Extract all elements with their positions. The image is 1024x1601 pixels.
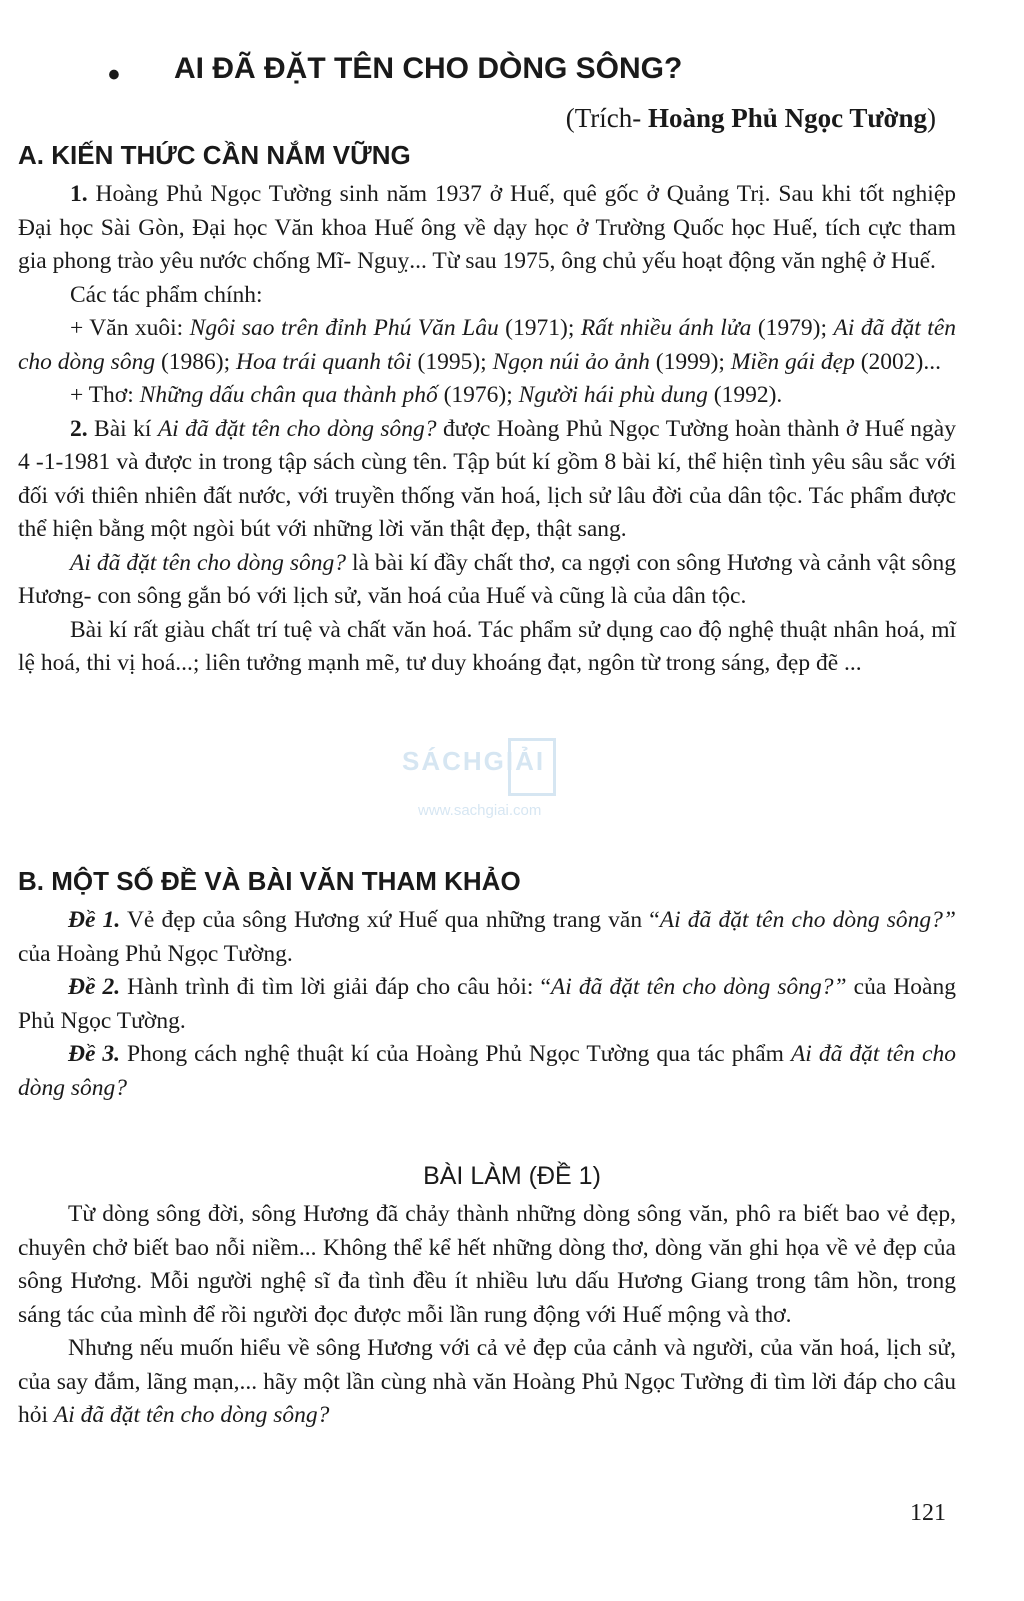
- paragraph-text: Nhưng nếu muốn hiểu về sông Hương với cả vẻ đẹp của cảnh và người, của văn hoá, lịch sử, của say đắm, lãng mạn,... hãy một lần cùng nhà văn Hoàng Phủ Ngọc Tường đi tìm lời đáp cho câu hỏi: [18, 1335, 956, 1428]
- watermark-url: www.sachgiai.com: [418, 802, 542, 819]
- section-b-body: [18, 904, 956, 1105]
- topic-label: Đề 1.: [68, 907, 121, 933]
- work-title: Ai đã đặt tên cho dòng sông?: [157, 415, 437, 442]
- work-year: (1986);: [155, 348, 237, 375]
- work-title: Miền gái đẹp: [730, 348, 855, 375]
- work-info-paragraph: [18, 413, 956, 547]
- work-title: Rất nhiều ánh lửa: [580, 315, 752, 341]
- essay-paragraph-1: Từ dòng sông đời, sông Hương đã chảy thành những dòng sông văn, phô ra biết bao vẻ đẹp, chuyên chở biết bao nỗi niềm... Không thể kể hết những dòng thơ, dòng văn ghi họa về vẻ đẹp của sông Hương. Mỗi người nghệ sĩ đa tình đều ít nhiều lưu dấu Hương Giang trong tâm hồn, trong sáng tác của mình để rồi người đọc được mỗi lần rung động với Huế mộng và thơ.: [18, 1201, 956, 1328]
- paragraph-text: được Hoàng Phủ Ngọc Tường hoàn thành ở Huế ngày 4 -1-1981 và được in trong tập sách cùng tên. Tập bút kí gồm 8 bài kí, thể hiện tình yêu sâu sắc với đối với thiên nhiên đất nước, với truyền thống văn hoá, lịch sử lâu đời của dân tộc. Tác phẩm được thể hiện bằng một ngòi bút với những lời văn thật đẹp, thật sang.: [18, 415, 956, 542]
- topic-text: Hành trình đi tìm lời giải đáp cho câu hỏi: “: [120, 974, 551, 1000]
- topic-3: [18, 1038, 956, 1105]
- work-year: (1976);: [437, 382, 519, 408]
- essay-body: [18, 1198, 956, 1433]
- credit-suffix: ): [927, 103, 936, 133]
- author-credit: [566, 103, 936, 134]
- work-year: (1999);: [649, 348, 731, 375]
- work-year: (1979);: [751, 315, 834, 341]
- topic-text: Vẻ đẹp của sông Hương xứ Huế qua những trang văn “: [120, 907, 660, 933]
- paragraph-text: Bài kí: [87, 415, 158, 442]
- section-a-heading: A. KIẾN THỨC CẦN NẮM VỮNG: [18, 140, 411, 170]
- work-year: (2002)...: [854, 348, 941, 375]
- paragraph-number: 2.: [70, 415, 88, 442]
- work-year: (1992).: [707, 382, 783, 408]
- list-prefix: + Thơ:: [70, 382, 140, 408]
- theme-paragraph: [18, 547, 956, 614]
- work-title: Ai đã đặt tên cho dòng sông?: [70, 549, 346, 576]
- topic-label: Đề 2.: [68, 974, 121, 1000]
- section-b-heading: B. MỘT SỐ ĐỀ VÀ BÀI VĂN THAM KHẢO: [18, 866, 521, 896]
- topic-text: Phong cách nghệ thuật kí của Hoàng Phủ Ngọc Tường qua tác phẩm: [120, 1041, 791, 1067]
- work-title: Ai đã đặt tên cho dòng sông?”: [550, 974, 847, 1000]
- page-number: 121: [910, 1500, 946, 1526]
- work-title: Ai đã đặt tên cho dòng sông: [18, 315, 957, 375]
- section-a-body: [18, 178, 956, 681]
- author-bio-paragraph: [18, 178, 956, 279]
- topic-text: của Hoàng Phủ Ngọc Tường.: [18, 940, 293, 967]
- topic-1: [18, 904, 956, 971]
- credit-author: Hoàng Phủ Ngọc Tường: [648, 103, 927, 133]
- page-title: AI ĐÃ ĐẶT TÊN CHO DÒNG SÔNG?: [174, 52, 683, 85]
- work-title: Người hái phù dung: [518, 382, 708, 408]
- topic-label: Đề 3.: [68, 1041, 121, 1067]
- watermark-logo: [400, 738, 630, 828]
- work-title: Hoa trái quanh tôi: [236, 348, 412, 375]
- work-title: Ngọn núi ảo ảnh: [492, 348, 650, 375]
- style-paragraph: Bài kí rất giàu chất trí tuệ và chất văn hoá. Tác phẩm sử dụng cao độ nghệ thuật nhân hoá, mĩ lệ hoá, thi vị hoá...; liên tưởng mạnh mẽ, tư duy khoáng đạt, ngôn từ trong sáng, đẹp đẽ ...: [18, 616, 956, 676]
- work-year: (1995);: [411, 348, 493, 375]
- poem-works-list: [18, 379, 956, 413]
- essay-paragraph-2: [18, 1332, 956, 1433]
- watermark-text: SÁCHGIẢI: [402, 746, 546, 776]
- paragraph-text: là bài kí đầy chất thơ, ca ngợi con sông Hương và cảnh vật sông Hương- con sông gắn bó với lịch sử, văn hoá của Huế và cũng là của dân tộc.: [18, 549, 956, 609]
- work-title: Những dấu chân qua thành phố: [139, 382, 438, 408]
- watermark-frame-icon: [508, 738, 556, 796]
- works-label: Các tác phẩm chính:: [70, 281, 263, 308]
- paragraph-number: 1.: [70, 181, 88, 207]
- topic-text: của Hoàng Phủ Ngọc Tường.: [18, 974, 956, 1034]
- work-title: Ngôi sao trên đỉnh Phú Văn Lâu: [189, 315, 499, 341]
- work-title: Ai đã đặt tên cho dòng sông?: [18, 1041, 956, 1101]
- paragraph-text: Hoàng Phủ Ngọc Tường sinh năm 1937 ở Huế, quê gốc ở Quảng Trị. Sau khi tốt nghiệp Đại học Sài Gòn, Đại học Văn khoa Huế ông về dạy học ở Trường Quốc học Huế, tích cực tham gia phong trào yêu nước chống Mĩ- Nguỵ... Từ sau 1975, ông chủ yếu hoạt động văn nghệ ở Huế.: [18, 181, 956, 274]
- work-title: Ai đã đặt tên cho dòng sông?”: [659, 907, 956, 933]
- list-prefix: + Văn xuôi:: [70, 315, 190, 341]
- prose-works-list: [18, 312, 956, 379]
- work-title: Ai đã đặt tên cho dòng sông?: [53, 1402, 330, 1428]
- bullet-icon: •: [108, 56, 120, 94]
- topic-2: [18, 971, 956, 1038]
- essay-heading: BÀI LÀM (ĐỀ 1): [423, 1162, 601, 1190]
- credit-prefix: (Trích-: [565, 103, 649, 133]
- work-year: (1971);: [498, 315, 581, 341]
